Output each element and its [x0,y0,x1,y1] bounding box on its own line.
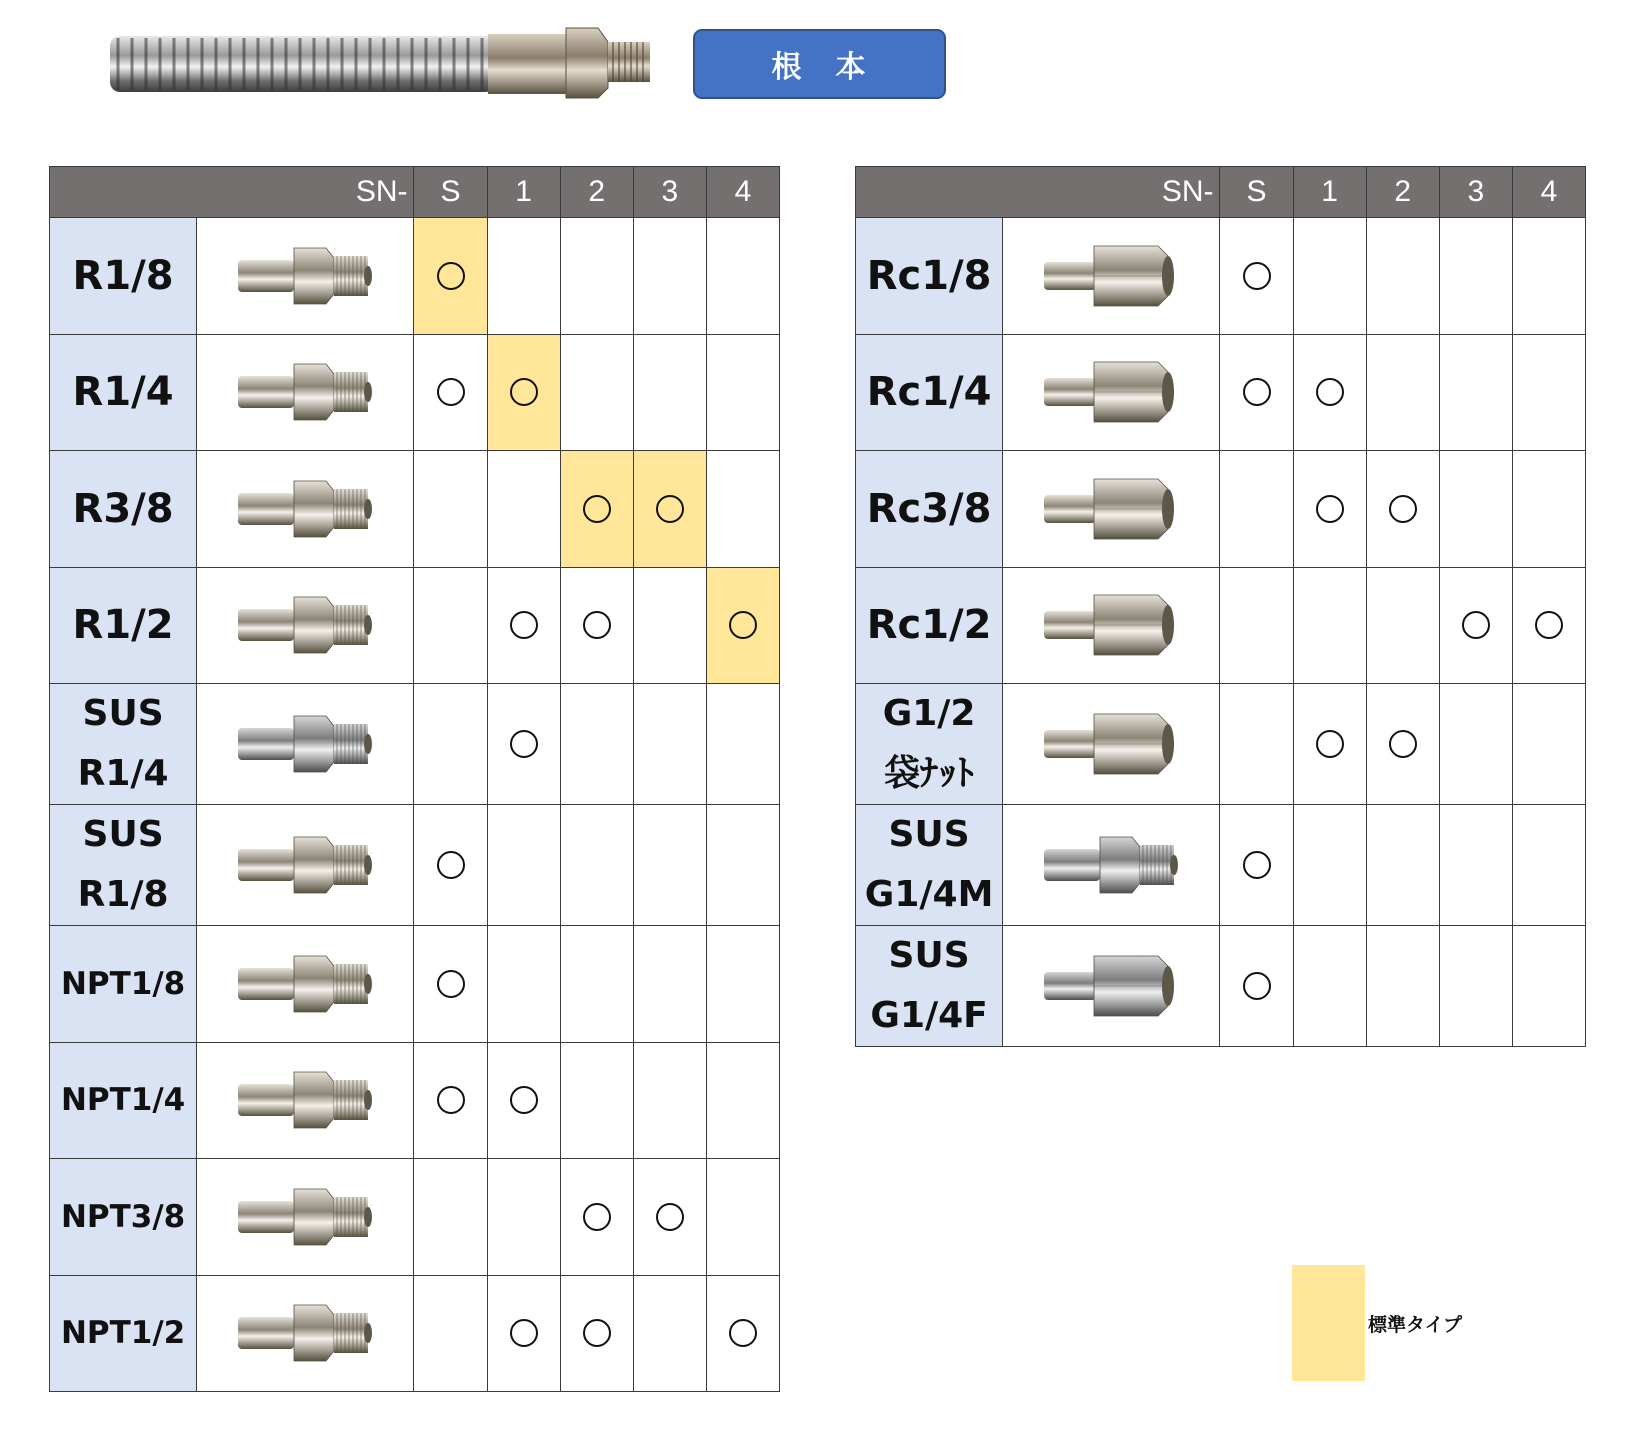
available-circle-icon [729,1319,757,1347]
availability-cell [1512,218,1585,335]
availability-cell [1366,684,1439,805]
availability-cell [560,334,633,451]
availability-cell [1220,684,1293,805]
availability-cell [487,334,560,451]
fitting-photo [197,334,414,451]
available-circle-icon [1243,851,1271,879]
thread-size-label: R1/8 [50,218,197,335]
availability-cell [1293,684,1366,805]
availability-cell [414,1042,487,1159]
available-circle-icon [510,378,538,406]
table-row [50,805,780,926]
availability-cell [1220,805,1293,926]
availability-cell [487,1042,560,1159]
male-long-fitting-icon [230,825,380,905]
thread-size-label: NPT1/8 [50,926,197,1043]
availability-cell [706,684,779,805]
availability-cell [1293,567,1366,684]
male-large-fitting-icon [230,1293,380,1373]
fitting-photo [197,567,414,684]
male-long-fitting-icon [230,1177,380,1257]
fitting-photo [1003,805,1220,926]
availability-cell [1220,926,1293,1047]
model-prefix-label: SN- [856,167,1220,218]
thread-size-label: R3/8 [50,451,197,568]
table-row [50,334,780,451]
availability-cell [706,567,779,684]
available-circle-icon [1243,972,1271,1000]
availability-cell [1220,451,1293,568]
fitting-photo [197,1159,414,1276]
availability-cell [706,805,779,926]
availability-cell [1366,334,1439,451]
table-row [50,451,780,568]
column-header: S [414,167,487,218]
availability-cell [1512,684,1585,805]
available-circle-icon [729,611,757,639]
column-header: 4 [706,167,779,218]
availability-cell [414,334,487,451]
female-large-fitting-icon [1036,585,1186,665]
availability-cell [560,218,633,335]
availability-cell [560,926,633,1043]
table-row [856,926,1586,1047]
available-circle-icon [1389,495,1417,523]
legend-standard-swatch [1292,1265,1365,1381]
available-circle-icon [1316,495,1344,523]
thread-size-label: G1/2 袋ﾅｯﾄ [856,684,1003,805]
availability-cell [706,926,779,1043]
availability-cell [633,805,706,926]
flexible-hose-image [110,22,655,104]
thread-size-label: SUS G1/4F [856,926,1003,1047]
table-row [856,334,1586,451]
availability-cell [1439,926,1512,1047]
male-large-fitting-icon [230,585,380,665]
available-circle-icon [437,1086,465,1114]
fitting-photo [1003,567,1220,684]
column-header: 2 [1366,167,1439,218]
availability-cell [633,1275,706,1392]
table-row [856,218,1586,335]
table-header-row [50,167,780,218]
fitting-photo [197,451,414,568]
availability-cell [487,926,560,1043]
availability-cell [1293,218,1366,335]
column-header: 1 [487,167,560,218]
thread-size-label: SUS R1/4 [50,684,197,805]
availability-cell [560,567,633,684]
available-circle-icon [583,611,611,639]
availability-cell [633,218,706,335]
availability-cell [560,1042,633,1159]
available-circle-icon [510,1086,538,1114]
male-hex-fitting-icon [230,1060,380,1140]
female-sus-fitting-icon [1036,946,1186,1026]
availability-cell [1220,567,1293,684]
availability-cell [633,926,706,1043]
availability-cell [560,684,633,805]
availability-cell [1439,684,1512,805]
available-circle-icon [437,851,465,879]
availability-cell [414,218,487,335]
table-row [856,451,1586,568]
availability-cell [487,567,560,684]
fitting-photo [1003,451,1220,568]
availability-cell [487,1159,560,1276]
table-row [856,567,1586,684]
thread-size-label: R1/4 [50,334,197,451]
availability-cell [706,1042,779,1159]
legend-standard-label: 標準タイプ [1368,1314,1463,1336]
female-hex-fitting-icon [1036,352,1186,432]
thread-size-label: Rc1/8 [856,218,1003,335]
table-row [50,218,780,335]
available-circle-icon [1243,378,1271,406]
availability-cell [414,1159,487,1276]
available-circle-icon [1316,730,1344,758]
availability-cell [706,334,779,451]
availability-cell [1293,805,1366,926]
available-circle-icon [656,495,684,523]
fitting-photo [197,1275,414,1392]
thread-size-label: Rc1/2 [856,567,1003,684]
available-circle-icon [1389,730,1417,758]
availability-cell [706,218,779,335]
availability-cell [1293,334,1366,451]
available-circle-icon [583,495,611,523]
table-row [50,684,780,805]
table-row [50,567,780,684]
male-long-fitting-icon [230,469,380,549]
availability-cell [1366,451,1439,568]
table-row [50,926,780,1043]
fitting-photo [197,1042,414,1159]
fitting-photo [197,926,414,1043]
availability-cell [487,1275,560,1392]
column-header: 1 [1293,167,1366,218]
male-small-fitting-icon [230,236,380,316]
availability-cell [487,684,560,805]
male-hex-fitting-icon [230,352,380,432]
availability-cell [560,805,633,926]
available-circle-icon [1535,611,1563,639]
availability-cell [414,926,487,1043]
availability-cell [414,451,487,568]
fitting-photo [1003,218,1220,335]
availability-cell [706,1275,779,1392]
female-long-fitting-icon [1036,469,1186,549]
availability-cell [1512,334,1585,451]
availability-cell [560,451,633,568]
availability-cell [1366,218,1439,335]
column-header: 2 [560,167,633,218]
availability-cell [633,1159,706,1276]
table-row [856,684,1586,805]
availability-cell [560,1159,633,1276]
thread-size-label: NPT3/8 [50,1159,197,1276]
availability-cell [487,451,560,568]
column-header: 4 [1512,167,1585,218]
availability-cell [1220,218,1293,335]
table-row [50,1275,780,1392]
title-button: 根 本 [693,29,946,99]
column-header: S [1220,167,1293,218]
availability-cell [633,567,706,684]
thread-size-label: Rc1/4 [856,334,1003,451]
availability-cell [1293,451,1366,568]
thread-size-label: SUS G1/4M [856,805,1003,926]
availability-cell [706,451,779,568]
availability-cell [1366,805,1439,926]
availability-cell [1220,334,1293,451]
availability-cell [1512,926,1585,1047]
table-row [856,805,1586,926]
available-circle-icon [510,730,538,758]
fitting-photo [1003,684,1220,805]
fitting-photo [1003,334,1220,451]
available-circle-icon [1243,262,1271,290]
availability-cell [1439,805,1512,926]
availability-cell [487,218,560,335]
male-sus-g-fitting-icon [1036,825,1186,905]
availability-cell [633,684,706,805]
availability-cell [414,684,487,805]
thread-size-label: NPT1/2 [50,1275,197,1392]
availability-cell [487,805,560,926]
nut-cap-fitting-icon [1036,704,1186,784]
left-fitting-table [49,166,780,1392]
availability-cell [1293,926,1366,1047]
table-row [50,1159,780,1276]
fitting-photo [197,684,414,805]
available-circle-icon [510,1319,538,1347]
availability-cell [414,805,487,926]
availability-cell [1512,567,1585,684]
available-circle-icon [583,1203,611,1231]
fitting-photo [197,218,414,335]
table-header-row [856,167,1586,218]
female-small-fitting-icon [1036,236,1186,316]
right-fitting-table [855,166,1586,1047]
thread-size-label: NPT1/4 [50,1042,197,1159]
thread-size-label: SUS R1/8 [50,805,197,926]
male-sus-fitting-icon [230,704,380,784]
availability-cell [1439,567,1512,684]
availability-cell [1512,451,1585,568]
availability-cell [633,451,706,568]
fitting-photo [1003,926,1220,1047]
availability-cell [1512,805,1585,926]
availability-cell [414,567,487,684]
availability-cell [706,1159,779,1276]
available-circle-icon [437,262,465,290]
availability-cell [1439,334,1512,451]
column-header: 3 [1439,167,1512,218]
table-row [50,1042,780,1159]
available-circle-icon [1462,611,1490,639]
thread-size-label: Rc3/8 [856,451,1003,568]
available-circle-icon [1316,378,1344,406]
available-circle-icon [437,378,465,406]
thread-size-label: R1/2 [50,567,197,684]
available-circle-icon [656,1203,684,1231]
available-circle-icon [510,611,538,639]
available-circle-icon [437,970,465,998]
availability-cell [1366,926,1439,1047]
availability-cell [560,1275,633,1392]
availability-cell [1366,567,1439,684]
column-header: 3 [633,167,706,218]
availability-cell [633,1042,706,1159]
availability-cell [1439,451,1512,568]
availability-cell [633,334,706,451]
fitting-photo [197,805,414,926]
availability-cell [414,1275,487,1392]
available-circle-icon [583,1319,611,1347]
availability-cell [1439,218,1512,335]
model-prefix-label: SN- [50,167,414,218]
male-small-fitting-icon [230,944,380,1024]
